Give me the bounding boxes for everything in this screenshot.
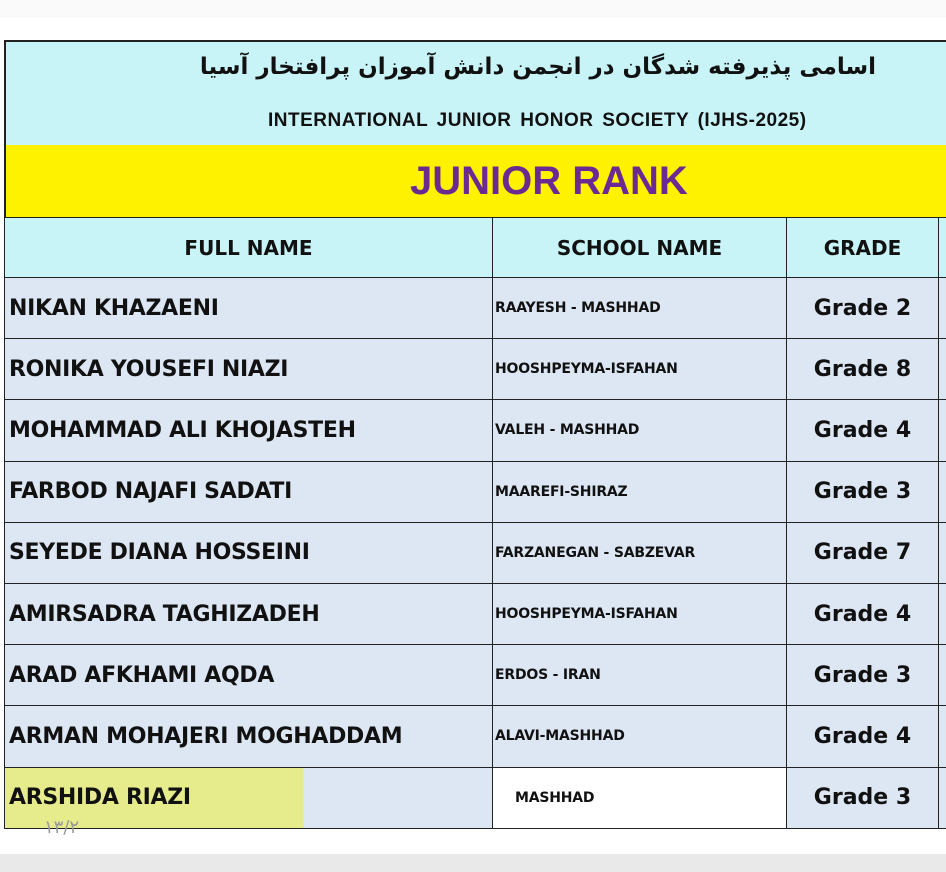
cell-edge <box>939 583 946 644</box>
cell-school-name: FARZANEGAN - SABZEVAR <box>493 522 787 583</box>
table-row <box>5 339 946 400</box>
table-row-highlighted <box>5 767 946 828</box>
cell-full-name: FARBOD NAJAFI SADATI <box>5 461 493 522</box>
cell-school-name: MASHHAD <box>493 767 787 828</box>
honor-list-table <box>4 217 946 829</box>
society-subtitle: INTERNATIONAL JUNIOR HONOR SOCIETY (IJHS-2025) <box>268 110 807 131</box>
handwritten-note: ۱۳/۲ <box>44 817 80 838</box>
cell-full-name: NIKAN KHAZAENI <box>5 278 493 339</box>
cell-grade: Grade 7 <box>787 522 939 583</box>
rank-banner <box>4 145 946 217</box>
cell-school-name: HOOSHPEYMA-ISFAHAN <box>493 583 787 644</box>
cell-full-name: SEYEDE DIANA HOSSEINI <box>5 522 493 583</box>
table-row <box>5 645 946 706</box>
table-header-row <box>5 218 946 278</box>
cell-edge <box>939 522 946 583</box>
column-header-school-name: SCHOOL NAME <box>493 218 787 278</box>
table-row <box>5 278 946 339</box>
persian-title: اسامی پذیرفته شدگان در انجمن دانش آموزان پرافتخار آسیا <box>199 54 876 80</box>
column-header-full-name: FULL NAME <box>5 218 493 278</box>
column-header-grade: GRADE <box>787 218 939 278</box>
table-row <box>5 583 946 644</box>
cell-grade: Grade 2 <box>787 278 939 339</box>
cell-edge <box>939 278 946 339</box>
cell-edge <box>939 339 946 400</box>
cell-grade: Grade 3 <box>787 767 939 828</box>
table-row <box>5 461 946 522</box>
cell-grade: Grade 3 <box>787 645 939 706</box>
cell-edge <box>939 400 946 461</box>
cell-full-name: ARMAN MOHAJERI MOGHADDAM <box>5 706 493 767</box>
cell-full-name-highlighted: ARSHIDA RIAZI <box>5 767 493 828</box>
column-header-edge <box>939 218 946 278</box>
cell-full-name: ARAD AFKHAMI AQDA <box>5 645 493 706</box>
cell-school-name: MAAREFI-SHIRAZ <box>493 461 787 522</box>
cell-school-name: HOOSHPEYMA-ISFAHAN <box>493 339 787 400</box>
cell-grade: Grade 3 <box>787 461 939 522</box>
cell-full-name: RONIKA YOUSEFI NIAZI <box>5 339 493 400</box>
cell-edge <box>939 706 946 767</box>
cell-school-name: ALAVI-MASHHAD <box>493 706 787 767</box>
cell-full-name: AMIRSADRA TAGHIZADEH <box>5 583 493 644</box>
cell-full-name: MOHAMMAD ALI KHOJASTEH <box>5 400 493 461</box>
cell-grade: Grade 4 <box>787 583 939 644</box>
rank-title: JUNIOR RANK <box>410 159 688 203</box>
cell-grade: Grade 8 <box>787 339 939 400</box>
top-strip <box>0 0 946 19</box>
cell-edge <box>939 461 946 522</box>
cell-grade: Grade 4 <box>787 400 939 461</box>
cell-edge <box>939 767 946 828</box>
cell-grade: Grade 4 <box>787 706 939 767</box>
table-row <box>5 706 946 767</box>
document-header <box>4 40 946 145</box>
cell-school-name: RAAYESH - MASHHAD <box>493 278 787 339</box>
cell-edge <box>939 645 946 706</box>
table-row <box>5 522 946 583</box>
cell-school-name: VALEH - MASHHAD <box>493 400 787 461</box>
cell-school-name: ERDOS - IRAN <box>493 645 787 706</box>
bottom-strip <box>0 854 946 872</box>
table-row <box>5 400 946 461</box>
